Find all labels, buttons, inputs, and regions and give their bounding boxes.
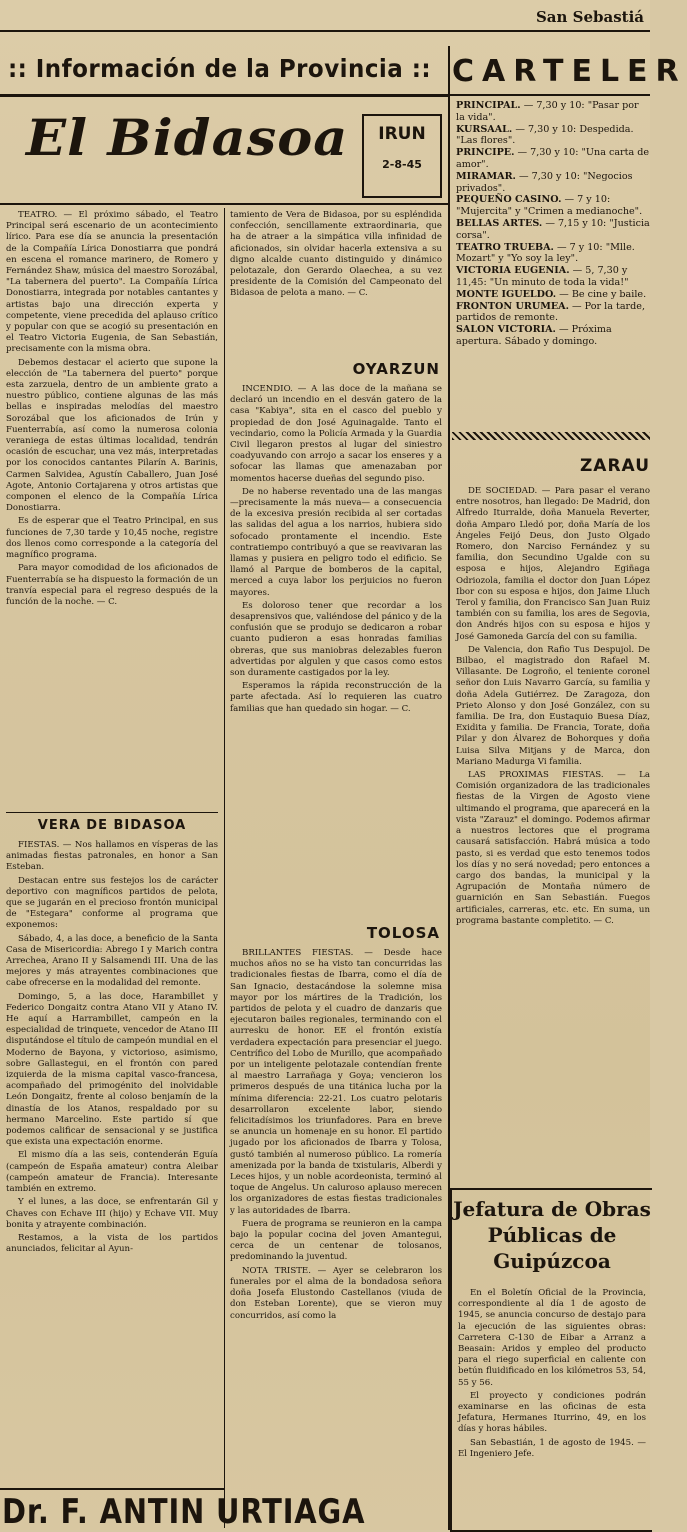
venue-name: FRONTON URUMEA. [456, 300, 569, 312]
vera-paragraph: FIESTAS. — Nos hallamos en vísperas de las animadas fiestas patronales, en honor a San Esteban. [6, 840, 218, 873]
jefatura-title-line: Guipúzcoa [493, 1249, 611, 1273]
cartelera-item [456, 147, 650, 171]
oyarzun-paragraph: De no haberse reventado una de las mangas —precisamente la más nueva— a consecuencia de la excesiva presión recibida al ser cortadas las salidas del agua a los narrios, hubiera sido sofocado prontamente el incendio. Este contratiempo contribuyó a que se reavivaran las llamas y pusiera en peligro todo el edificio. Se llamó al Parque de bomberos de la capital, merced a cuya labor los perjuicios no fueron mayores. [230, 486, 442, 598]
venue-program: — 7,30 y 10: "Negocios privados". [456, 170, 633, 194]
column-divider-mid [224, 208, 225, 1528]
vera-paragraph: Domingo, 5, a las doce, Harambillet y Federico Dongaitz contra Atano VII y Atano IV. He aquí a Harrambillet, campeón en la especialidad de trinquete, vencedor de Atano III disputándose el título de campeón mundial en el Moderno de Bayona, y victorioso, asimismo, sobre Gallastegui, en el frontón con pared izquierda de la misma capital vasco-francesa, acompañado del primogénito del inolvidable León Dongaitz, frente al coloso benjamín de la dinastía de los Atanos, respaldado por su hermano Marcelino. Este partido sí que podemos calificar de sensacional y se justifica que exista una expectación enorme. [6, 991, 218, 1148]
article-divider [6, 812, 218, 813]
jefatura-title-line: Jefatura de Obras [453, 1197, 651, 1221]
oyarzun-heading: OYARZUN [352, 360, 440, 378]
vera-paragraph: Y el lunes, a las doce, se enfrentarán Gil y Chaves con Echave III (hijo) y Echave VII. Muy bonita y atrayente combinación. [6, 1197, 218, 1230]
footer-rule [0, 1488, 224, 1490]
ornamental-divider [452, 432, 650, 440]
dateline-city: IRUN [378, 124, 426, 144]
jefatura-paragraph: En el Boletín Oficial de la Provincia, correspondiente al día 1 de agosto de 1945, se anuncia concurso de destajo para la ejecución de las siguientes obras: Carretera C-130 de Eibar a Arranz a Beasain: Aridos y empleo del producto para el riego superficial en caliente con betún fluidificado en los kilómetros 53, 54, 55 y 56. [458, 1288, 646, 1388]
dateline-date: 2-8-45 [382, 158, 422, 171]
cartelera-rule [450, 94, 650, 96]
tolosa-paragraph: BRILLANTES FIESTAS. — Desde hace muchos años no se ha visto tan concurridas las tradicionales fiestas de Ibarra, como el día de San Ignacio, destacándose la solemne misa mayor por los mártires de la Tradición, los partidos de pelota y el cuadro de danzaris que ejecutaron bailes regionales, terminando con el aurresku de honor. EE el frontón existía verdadera expectación para presenciar el juego. Centrífico del Lobo de Murillo, que acompañado por un inteligente pelotazale contendían frente al maestro Larrañaga y Goya; vencieron los primeros después de una titánica lucha por la mínima diferencia: 22-21. Los cuatro pelotaris desarrollaron excelente labor, siendo felicitadísimos los triunfadores. Para en breve se anuncia un homenaje en su honor. El partido jugado por los aficionados de Ibarra y Tolosa, gustó también al numeroso público. La romería amenizada por la banda de txistularis, Alberdi y Leces hijos, y un noble acordeonista, terminó al toque de Angelus. Un caluroso aplauso merecen los organizadores de estas fiestas tradicionales y las autoridades de Ibarra. [230, 948, 442, 1216]
venue-name: VICTORIA EUGENIA. [456, 265, 570, 277]
irun-paragraph: TEATRO. — El próximo sábado, el Teatro Principal será escenario de un acontecimiento lírico. Para ese día se anuncia la presentación de la Compañía Lírica Donostiarra que pondrá en escena el romance marinero, de Romero y Fernández Shaw, música del maestro Sorozábal, "La tabernera del puerto". La Compañía Lírica Donostiarra, integrada por notables cantantes y artistas bajo una dirección experta y competente, viene precedida del aplauso crítico y popular con que se acogió su presentación en el Teatro Victoria Eugenia, de San Sebastián, precisamente con la misma obra. [6, 210, 218, 355]
cartelera-title: CARTELER [452, 54, 687, 89]
cartelera-item [456, 265, 650, 289]
zarauz-heading: ZARAU [579, 456, 650, 476]
zarauz-paragraph: De Valencia, don Rafio Tus Despujol. De Bilbao, el magistrado don Rafael M. Villasante. De Logroño, el teniente coronel señor don Luis Navarro García, su familia y doña Adela Gutiérrez. De Zaragoza, don Prieto Alonso y don José González, con su familia. De Ira, don Eustaquio Buesa Díaz, Exidita y familia. De Francia, Torate, doña Pilar y don Álvarez de Bohorques y doña Luisa Silva Mitjans y de Marca, don Mariano Madurga Vi familia. [456, 644, 650, 767]
footer-advert-name: Dr. F. ANTIN URTIAGA [2, 1492, 366, 1532]
venue-program: — 7,30 y 10: "Pasar por la vida". [456, 100, 639, 123]
irun-paragraph: Debemos destacar el acierto que supone la elección de "La tabernera del puerto" porque esta zarzuela, dentro de un ambiente grato a nuestro público, contiene algunas de las más bellas e inspiradas melodías del maestro Sorozábal que los aficionados de Irún y Fuenterrabía, así como la numerosa colonia veraniega de estas últimas localidad, tendrán ocasión de escuchar, una vez más, interpretadas por los conocidos cantantes Pilarín A. Barinis, Carmen Salvidea, Agustín Caballero, Juan José Agote, Antonio Cortajarena y otros artistas que componen el elenco de la Compañía Lírica Donostiarra. [6, 357, 218, 514]
vera-cont-paragraph: tamiento de Vera de Bidasoa, por su espléndida confección, sencillamente extraordinaria, que ha de atraer a la simpática villa infinidad de aficionados, sin olvidar hacerla extensiva a su digno alcalde cuanto distinguido y dinámico pelotazale, don Gerardo Olaechea, a su vez presidente de la Comisión del Campeonato del Bidasoa de pelota a mano. — C. [230, 210, 442, 299]
tolosa-heading: TOLOSA [366, 924, 440, 942]
oyarzun-paragraph: Esperamos la rápida reconstrucción de la parte afectada. Así lo requieren las cuatro familias que han quedado sin hogar. — C. [230, 681, 442, 714]
venue-name: MONTE IGUELDO. [456, 288, 557, 300]
masthead-rule [0, 203, 448, 205]
vera-paragraph: El mismo día a las seis, contenderán Eguía (campeón de España amateur) contra Aleibar (campeón amateur de Francia). Interesante también en extremo. [6, 1150, 218, 1195]
venue-program: — 7,30 y 10: Despedida. "Las flores". [456, 123, 634, 147]
jefatura-paragraph: El proyecto y condiciones podrán examinarse en las oficinas de esta Jefatura, Hermanes Iturrino, 49, en los días y horas hábiles. [458, 1390, 646, 1435]
irun-article [6, 210, 218, 810]
venue-program: — Por la tarde, partidos de remonte. [456, 300, 645, 324]
jefatura-title [452, 1196, 652, 1274]
tolosa-paragraph: Fuera de programa se reunieron en la campa bajo la popular cocina del joven Amantegui, cerca de un centenar de tolosanos, predominando la juventud. [230, 1218, 442, 1263]
venue-name: KURSAAL. [456, 123, 513, 135]
zarauz-paragraph: LAS PROXIMAS FIESTAS. — La Comisión organizadora de las tradicionales fiestas de la Virgen de Agosto viene ultimando el programa, que aparecerá en la vista "Zarauz" el domingo. Podemos afirmar a nuestros lectores que el programa causará satisfacción. Habrá música a todo pasto, si es verdad que esto tenemos todos los días y no será novedad; pero entonces a cargo dos bandas, la municipal y la Agrupación de Montaña número de guarnición en San Sebastián. Fuegos artificiales, carreras, etc. etc. En suma, un programa bastante completito. — C. [456, 770, 650, 926]
vera-paragraph: Sábado, 4, a las doce, a beneficio de la Santa Casa de Misericordia: Abrego I y Marich contra Arrechea, Arano II y Salsamendi III. Una de las mejores y más atrayentes combinaciones que cabe ofrecerse en la modalidad del remonte. [6, 933, 218, 989]
venue-name: BELLAS ARTES. [456, 217, 543, 229]
cartelera-item [456, 324, 650, 348]
masthead-title: El Bidasoa [26, 108, 349, 167]
venue-name: PEQUEÑO CASINO. [456, 194, 562, 206]
irun-paragraph: Para mayor comodidad de los aficionados de Fuenterrabía se ha dispuesto la formación de un tranvía especial para el regreso después de la función de la noche. — C. [6, 563, 218, 607]
irun-paragraph: Es de esperar que el Teatro Principal, en sus funciones de 7,30 tarde y 10,45 noche, registre dos llenos como corresponde a la categoría del magnífico programa. [6, 516, 218, 561]
vera-paragraph: Destacan entre sus festejos los de carácter deportivo con magníficos partidos de pelota, que se jugarán en el precioso frontón municipal de "Estegara" conforme al programa que exponemos: [6, 875, 218, 931]
venue-program: — 7,15 y 10: "Justicia corsa". [456, 217, 650, 241]
running-head: San Sebastiá [535, 8, 644, 26]
oyarzun-paragraph: Es doloroso tener que recordar a los desaprensivos que, valiéndose del pánico y de la confusión que se produjo se dedicaron a robar cuanto pudieron a esas honradas familias obreras, que sus maniobras delezables fueron advertidas por algulen y que casos como estos son duramente castigados por la ley. [230, 600, 442, 679]
vera-paragraph: Restamos, a la vista de los partidos anunciados, felicitar al Ayun- [6, 1232, 218, 1255]
zarauz-article [456, 486, 650, 1174]
cartelera-list [456, 100, 650, 420]
section-title: :: Información de la Provincia :: [8, 54, 432, 83]
vera-continuation [230, 210, 442, 358]
venue-program: — 7,30 y 10: "Una carta de amor". [456, 147, 650, 170]
oyarzun-paragraph: INCENDIO. — A las doce de la mañana se declaró un incendio en el desván gatero de la casa "Kabiya", sita en el casco del pueblo y propiedad de don José Aguinagalde. Tanto el vecindario, como la Policía Armada y la Guardia Civil llegaron prestos al lugar del siniestro coadyuvando con arrojo a sacar los enseres y a sofocar las llamas que amenazaban por momentos hacerse dueñas del segundo piso. [230, 384, 442, 484]
venue-program: — 5, 7,30 y 11,45: "Un minuto de toda la vida!" [456, 265, 629, 288]
venue-name: PRINCIPAL. [456, 100, 521, 111]
vera-article [6, 840, 218, 1488]
section-rule [0, 94, 448, 97]
tolosa-paragraph: NOTA TRISTE. — Ayer se celebraron los funerales por el alma de la bondadosa señora doña Josefa Elustondo Castellanos (viuda de don Esteban Lorente), que se vieron muy concurridos, así como la [230, 1265, 442, 1321]
jefatura-body [458, 1288, 646, 1528]
venue-program: — 7 y 10: "Mujercita" y "Crimen a medianoche". [456, 194, 643, 218]
cartelera-item [456, 124, 650, 148]
zarauz-paragraph: DE SOCIEDAD. — Para pasar el verano entre nosotros, han llegado: De Madrid, don Alfredo Iturralde, doña Manuela Reverter, doña Amparo Lledó por, doña María de los Ángeles Feijó Deus, don Justo Olgado Romero, don Narciso Fernández y su familia, don Secundino Ugalde con su esposa e hijos, Alejandro Egiñaga Odriozola, familia el doctor don Juan López Ibor con su esposa e hijos, don Jaime Lluch Terol y familia, don Francisco San Juan Ruiz también con su familia, los ares de Segovia, don Andrés hijos con su esposa e hijos y José Gamoneda García del con su familia. [456, 486, 650, 642]
cartelera-item [456, 194, 650, 218]
venue-program: — Be cine y baile. [559, 288, 647, 300]
venue-name: PRINCIPE. [456, 147, 515, 159]
cartelera-item [456, 218, 650, 242]
jefatura-paragraph: San Sebastián, 1 de agosto de 1945. — El Ingeniero Jefe. [458, 1437, 646, 1459]
cartelera-item [456, 301, 650, 325]
cartelera-item [456, 289, 650, 301]
oyarzun-article [230, 384, 442, 914]
dateline-box [362, 114, 442, 198]
venue-name: MIRAMAR. [456, 170, 516, 182]
jefatura-notice [450, 1188, 652, 1532]
vera-heading: VERA DE BIDASOA [37, 818, 187, 833]
tolosa-article [230, 948, 442, 1528]
jefatura-title-line: Públicas de [487, 1223, 617, 1247]
cartelera-item [456, 171, 650, 195]
venue-name: SALON VICTORIA. [456, 324, 556, 336]
venue-program: — Próxima apertura. Sábado y domingo. [456, 324, 612, 347]
top-rule [0, 30, 650, 32]
venue-name: TEATRO TRUEBA. [456, 241, 554, 253]
cartelera-item [456, 100, 650, 124]
venue-program: — 7 y 10: "Mlle. Mozart" y "Yo soy la ley". [456, 241, 635, 265]
cartelera-item [456, 242, 650, 266]
